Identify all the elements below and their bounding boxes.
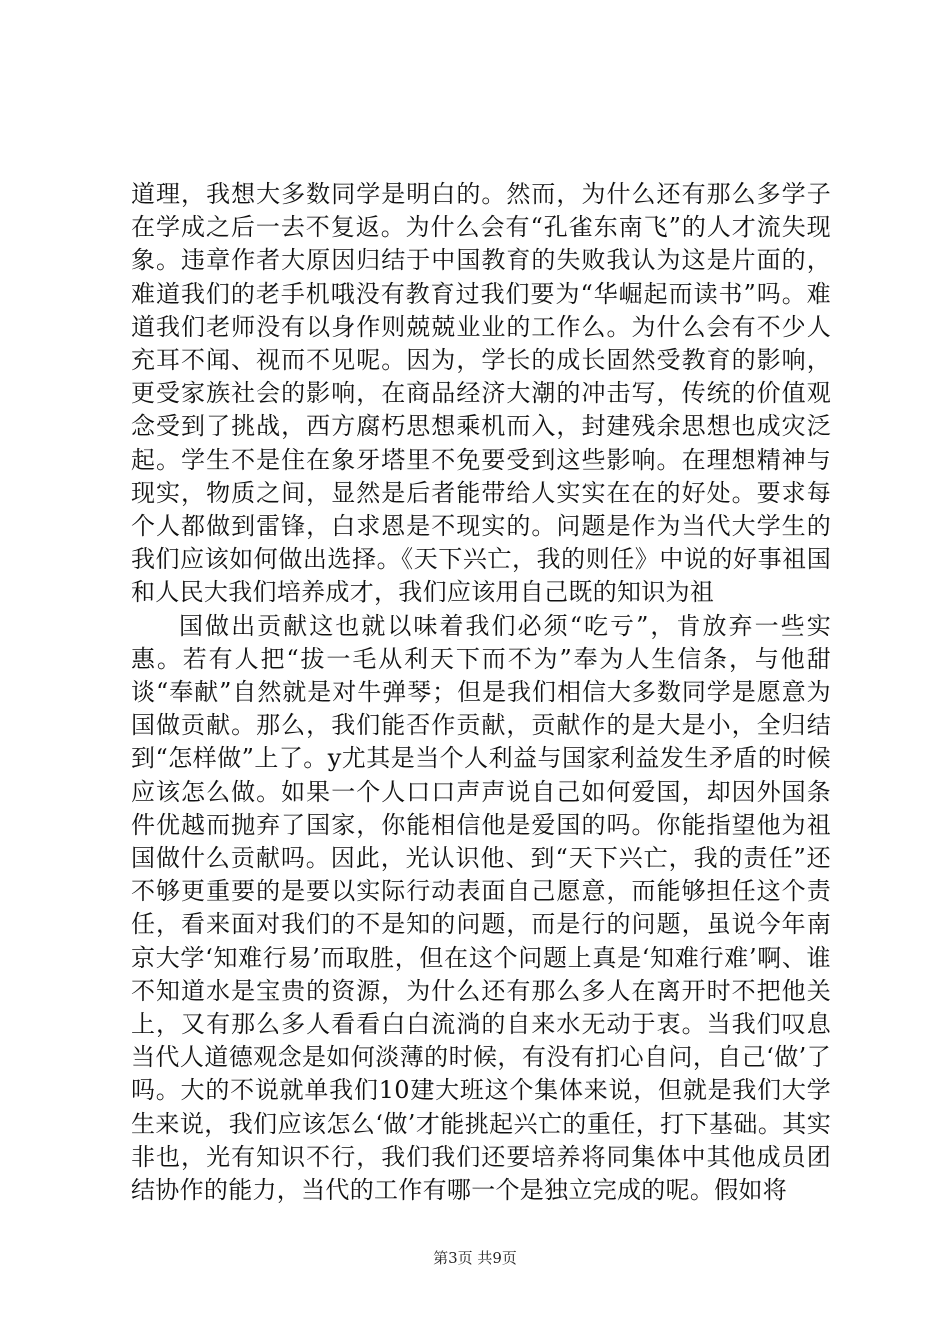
page-footer: 第3页 共9页	[433, 1249, 517, 1267]
paragraph-1: 道理，我想大多数同学是明白的。然而，为什么还有那么多学子在学成之后一去不复返。为什么会有“孔雀东南飞”的人才流失现象。违章作者大原因归结于中国教育的失败我认为这是片面的，难道我们的老手机哦没有教育过我们要为“华崛起而读书”吗。难道我们老师没有以身作则兢兢业业的工作么。为什么会有不少人充耳不闻、视而不见呢。因为，学长的成长固然受教育的影响，更受家族社会的影响，在商品经济大潮的冲击写，传统的价值观念受到了挑战，西方腐朽思想乘机而入，封建残余思想也成灾泛起。学生不是住在象牙塔里不免要受到这些影响。在理想精神与现实，物质之间，显然是后者能带给人实实在在的好处。要求每个人都做到雷锋，白求恩是不现实的。问题是作为当代大学生的我们应该如何做出选择。《天下兴亡，我的则任》中说的好事祖国和人民大我们培养成才，我们应该用自己既的知识为祖	[131, 180, 831, 607]
body-text	[131, 178, 831, 1207]
paragraph-2: 国做出贡献这也就以味着我们必须“吃亏”，肯放弃一些实惠。若有人把“拔一毛从利天下而不为”奉为人生信条，与他甜谈“奉献”自然就是对牛弹琴；但是我们相信大多数同学是愿意为国做贡献。那么，我们能否作贡献，贡献作的是大是小，全归结到“怎样做”上了。y尤其是当个人利益与国家利益发生矛盾的时候应该怎么做。如果一个人口口声声说自己如何爱国，却因外国条件优越而抛弃了国家，你能相信他是爱国的吗。你能指望他为祖国做什么贡献吗。因此，光认识他、到“天下兴亡，我的责任”还不够更重要的是要以实际行动表面自己愿意，而能够担任这个责任，看来面对我们的不是知的问题，而是行的问题，虽说今年南京大学‘知难行易’而取胜，但在这个问题上真是‘知难行难’啊、谁不知道水是宝贵的资源，为什么还有那么多人在离开时不把他关上，又有那么多人看看白白流淌的自来水无动于衷。当我们叹息当代人道德观念是如何淡薄的时候，有没有扪心自问，自己‘做’了吗。大的不说就单我们10建大班这个集体来说，但就是我们大学生来说，我们应该怎么‘做’才能挑起兴亡的重任，打下基础。其实非也，光有知识不行，我们我们还要培养将同集体中其他成员团结协作的能力，当代的工作有哪一个是独立完成的呢。假如将	[131, 611, 831, 1205]
